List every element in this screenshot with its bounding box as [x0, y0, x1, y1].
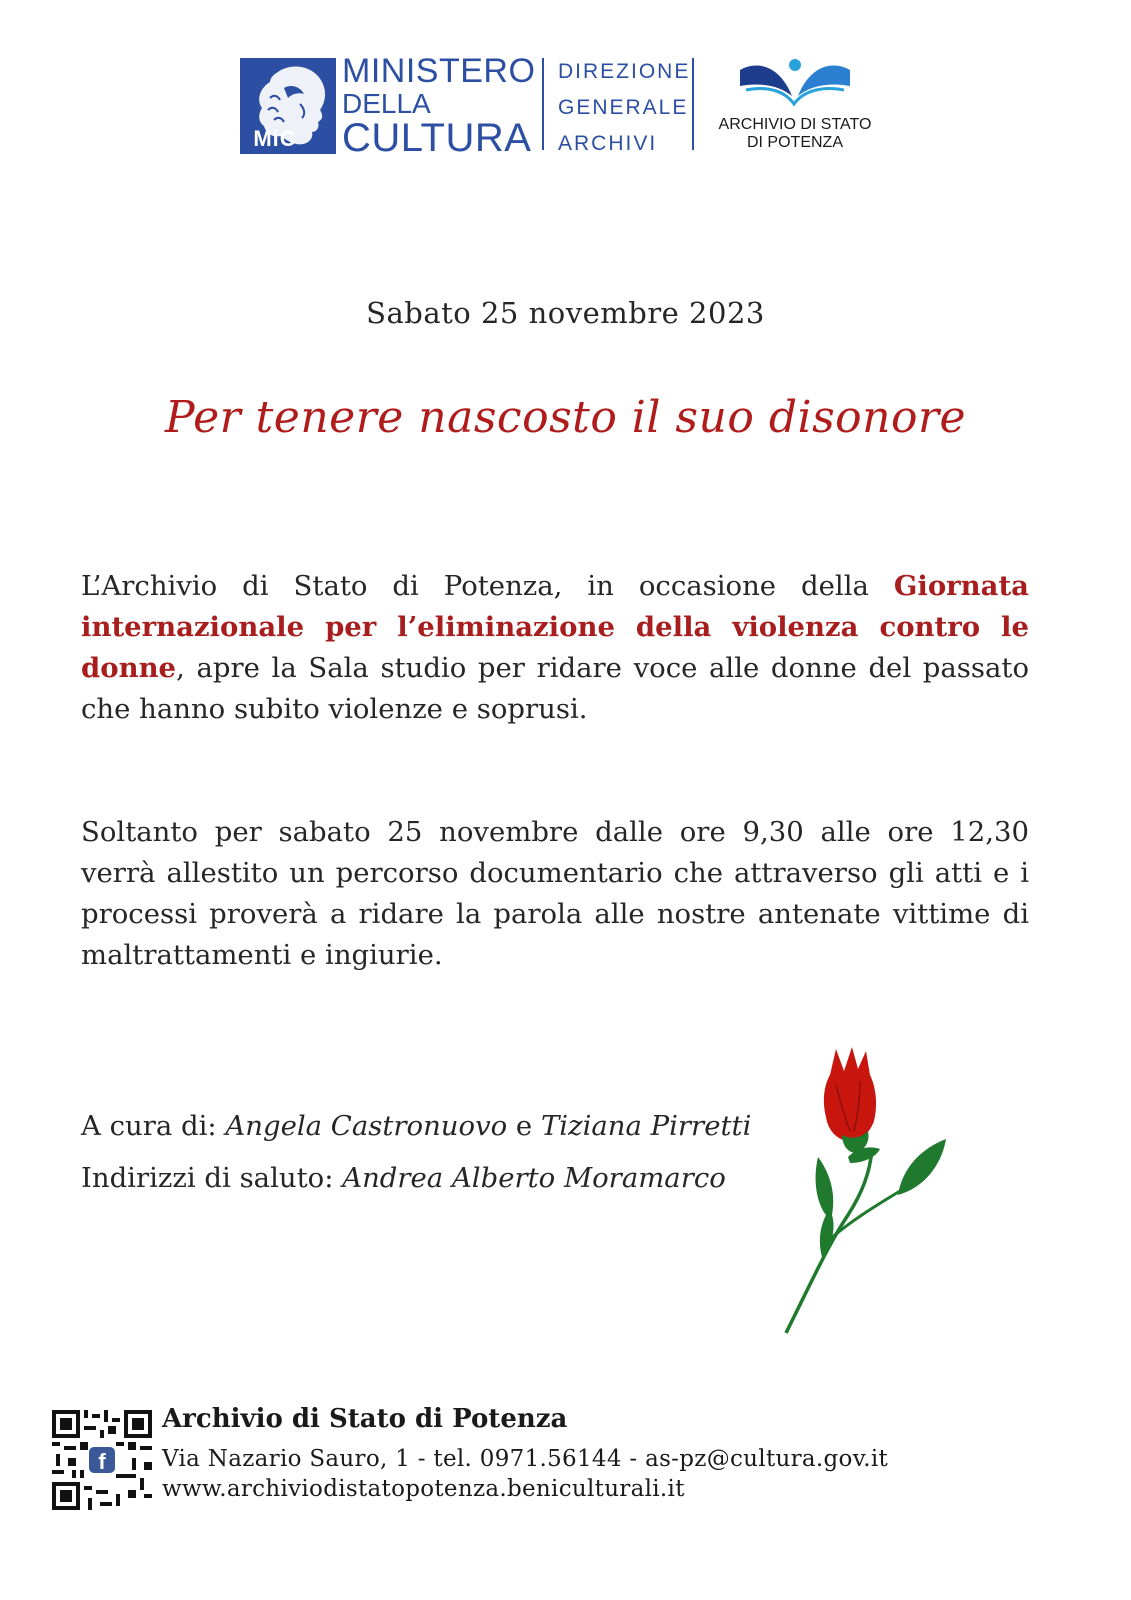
archive-line-2: DI POTENZA: [746, 134, 843, 151]
mic-emblem-logo: [240, 58, 336, 154]
ministry-line-1: MINISTERO: [342, 52, 536, 90]
details-paragraph: Soltanto per sabato 25 novembre dalle ore 9,30 alle ore 12,30 verrà allestito un percorso documentario che attraverso gli atti e i processi proverà a ridare la parola alle nostre antenate vittime di maltrattamenti e ingiurie.: [81, 816, 1029, 971]
footer-website-link[interactable]: www.archiviodistatopotenza.beniculturali.it: [162, 1476, 685, 1502]
dga-line-3: ARCHIVI: [558, 132, 658, 155]
and-word: e: [507, 1110, 541, 1142]
dga-line-2: GENERALE: [558, 96, 689, 119]
intro-text: L’Archivio di Stato di Potenza, in occasione della: [81, 570, 894, 602]
header-divider: [692, 58, 694, 150]
highlight-event-name: Giornata internazionale per l’eliminazione della violenza contro le donne: [81, 570, 1029, 684]
archivio-stato-potenza-logo: [710, 56, 880, 156]
dga-line-1: DIREZIONE: [558, 60, 691, 83]
red-carnation-illustration: [770, 1045, 970, 1340]
curator-name: Angela Castronuovo: [225, 1110, 508, 1142]
event-title: Per tenere nascosto il suo disonore: [164, 392, 967, 443]
greetings-line: [81, 1152, 751, 1204]
footer-address[interactable]: Via Nazario Sauro, 1 - tel. 0971.56144 - as-pz@cultura.gov.it: [162, 1446, 889, 1472]
archive-line-1: ARCHIVIO DI STATO: [718, 116, 872, 133]
greetings-label: Indirizzi di saluto:: [81, 1162, 343, 1194]
qr-code[interactable]: [52, 1410, 152, 1510]
curator-name: Tiziana Pirretti: [540, 1110, 752, 1142]
header-divider: [542, 58, 544, 150]
open-book-icon: [736, 56, 854, 112]
intro-rest-text: , apre la Sala studio per ridare voce alle donne del passato che hanno subito violenze e soprusi.: [81, 652, 1029, 725]
intro-paragraph: [81, 566, 1029, 730]
greeter-name: Andrea Alberto Moramarco: [342, 1162, 726, 1194]
footer-contacts: [162, 1404, 888, 1502]
curated-label: A cura di:: [81, 1110, 226, 1142]
ministry-line-3: CULTURA: [342, 116, 532, 160]
facebook-icon: f: [89, 1447, 115, 1473]
ministry-line-2: DELLA: [342, 88, 431, 119]
header-logos: [240, 52, 900, 164]
mic-logo-text: MiC: [253, 126, 297, 151]
footer-org-name: Archivio di Stato di Potenza: [162, 1404, 568, 1434]
archive-name: [710, 116, 880, 152]
credits: [81, 1100, 751, 1204]
curators-line: [81, 1100, 751, 1152]
direzione-generale-archivi: [558, 54, 690, 162]
event-date: Sabato 25 novembre 2023: [366, 296, 765, 330]
